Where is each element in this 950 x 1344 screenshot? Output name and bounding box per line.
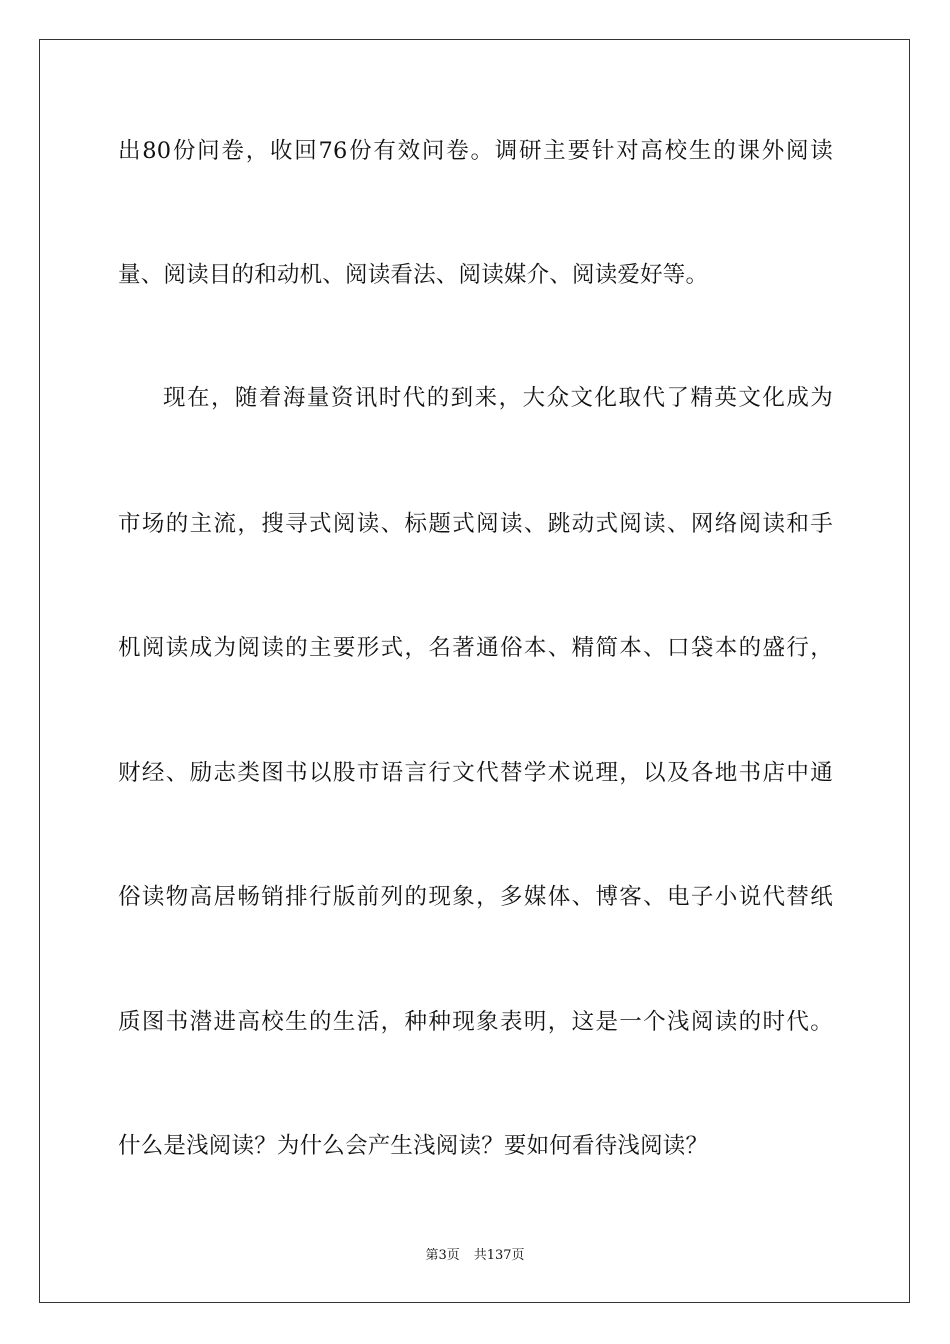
body-line-4: 市场的主流，搜寻式阅读、标题式阅读、跳动式阅读、网络阅读和手 (118, 511, 833, 537)
page-footer (0, 1247, 950, 1265)
body-line-6: 财经、励志类图书以股市语言行文代替学术说理，以及各地书店中通 (118, 760, 833, 786)
body-line-7: 俗读物高居畅销排行版前列的现象，多媒体、博客、电子小说代替纸 (118, 884, 833, 910)
body-line-8: 质图书潜进高校生的生活，种种现象表明，这是一个浅阅读的时代。 (118, 1009, 833, 1035)
page-total: 共137页 (473, 1248, 525, 1263)
body-line-3-indented: 现在，随着海量资讯时代的到来，大众文化取代了精英文化成为 (163, 385, 833, 411)
body-line-9: 什么是浅阅读？为什么会产生浅阅读？要如何看待浅阅读？ (118, 1133, 709, 1159)
body-line-1: 出80份问卷，收回76份有效问卷。调研主要针对高校生的课外阅读 (118, 138, 833, 164)
page-number: 第3页 (425, 1248, 460, 1263)
body-line-2: 量、阅读目的和动机、阅读看法、阅读媒介、阅读爱好等。 (118, 262, 709, 288)
page-border (39, 39, 910, 1303)
body-line-5: 机阅读成为阅读的主要形式，名著通俗本、精简本、口袋本的盛行， (118, 635, 833, 661)
